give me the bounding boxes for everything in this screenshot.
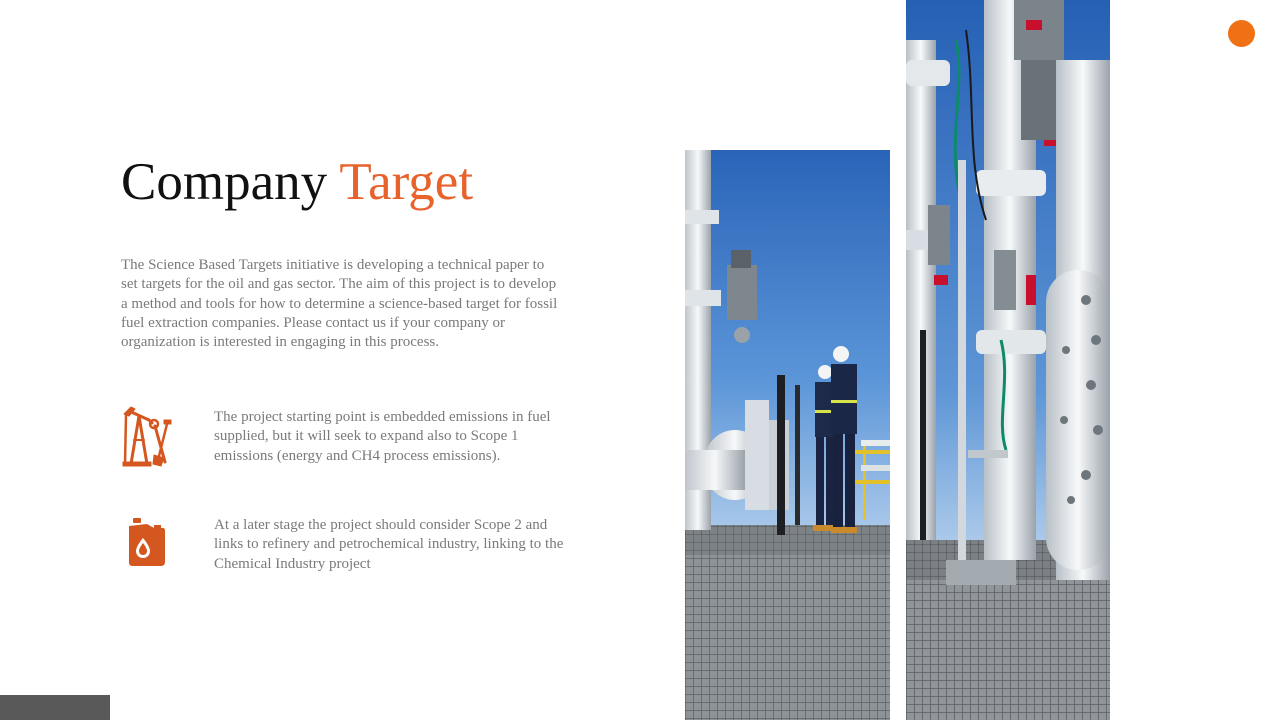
feature-item-scope1 <box>121 404 581 474</box>
corner-bar-decoration <box>0 695 110 720</box>
feature-item-scope2 <box>121 512 581 582</box>
workers-at-industrial-pipeline-photo <box>685 150 890 720</box>
page-title <box>121 150 473 214</box>
orange-dot-decoration <box>1228 20 1255 47</box>
oil-canister-icon <box>121 512 173 576</box>
intro-paragraph: The Science Based Targets initiative is developing a technical paper to set targets for the oil and gas sector. The aim of this project is to develop a method and tools for how to determine a science-based target for fossil fuel extraction companies. Please contact us if your company or organization is interested in engaging in this process. <box>121 257 558 351</box>
feature-text-scope1: The project starting point is embedded emissions in fuel supplied, but it will seek to expand also to Scope 1 emissions (energy and CH4 process emissions). <box>214 409 551 464</box>
title-main: Company <box>121 153 340 211</box>
industrial-pipes-valves-photo <box>906 0 1110 720</box>
oil-pump-tools-icon <box>121 404 173 468</box>
title-accent: Target <box>339 153 474 211</box>
feature-text-scope2: At a later stage the project should consider Scope 2 and links to refinery and petrochemical industry, linking to the Chemical Industry project <box>214 517 564 572</box>
